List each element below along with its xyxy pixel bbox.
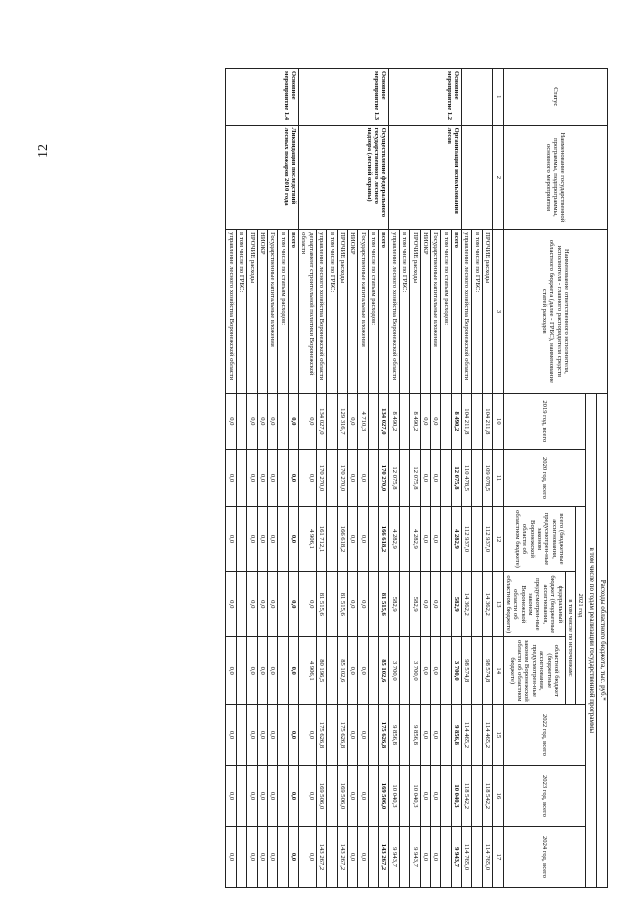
row-label: управление лесного хозяйства Воронежской области bbox=[316, 230, 326, 393]
row-value: 169 506,0 bbox=[337, 765, 347, 826]
row-value bbox=[472, 637, 482, 705]
row-value: 12 075,8 bbox=[410, 450, 420, 507]
row-value: 112 937,0 bbox=[462, 506, 472, 571]
rotated-table-sheet bbox=[88, 68, 608, 888]
row-value: 0,0 bbox=[299, 826, 317, 887]
row-label: управление лесного хозяйства Воронежской области bbox=[462, 230, 472, 393]
row-value: 166 618,2 bbox=[379, 506, 389, 571]
row-value: 0,0 bbox=[247, 572, 257, 637]
row-value: 166 618,2 bbox=[337, 506, 347, 571]
row-value bbox=[441, 765, 451, 826]
row-value: 4 906,1 bbox=[299, 637, 317, 705]
row-label: НИОКР bbox=[420, 230, 430, 393]
row-value bbox=[399, 637, 409, 705]
row-label: всего bbox=[288, 230, 298, 393]
row-label: департамент строительной политики Воронежской области bbox=[299, 230, 317, 393]
row-value: 0,0 bbox=[257, 393, 267, 450]
row-value: 8 490,2 bbox=[389, 393, 399, 450]
row-value: 4 282,9 bbox=[410, 506, 420, 571]
row-value: 0,0 bbox=[430, 393, 440, 450]
row-value bbox=[399, 450, 409, 507]
row-value: 0,0 bbox=[257, 826, 267, 887]
row-value bbox=[368, 704, 378, 765]
row-value: 3 700,0 bbox=[451, 637, 461, 705]
row-value: 104 211,8 bbox=[482, 393, 492, 450]
row-value: 0,0 bbox=[420, 450, 430, 507]
row-value: 0,0 bbox=[288, 637, 298, 705]
row-value: 81 515,6 bbox=[316, 572, 326, 637]
header-budget-caption: Расходы областного бюджета, тыс. руб.* bbox=[597, 393, 608, 887]
row-value: 98 574,8 bbox=[482, 637, 492, 705]
row-value: 8 490,2 bbox=[451, 393, 461, 450]
row-value: 0,0 bbox=[347, 393, 357, 450]
row-value bbox=[399, 393, 409, 450]
row-value: 0,0 bbox=[420, 572, 430, 637]
row-value: 0,0 bbox=[299, 450, 317, 507]
row-value: 112 937,0 bbox=[482, 506, 492, 571]
colnum-2: 2 bbox=[493, 125, 503, 230]
row-value bbox=[236, 637, 246, 705]
colnum-13: 13 bbox=[493, 572, 503, 637]
row-value: 9 856,8 bbox=[389, 704, 399, 765]
row-value: 0,0 bbox=[247, 450, 257, 507]
row-value bbox=[327, 506, 337, 571]
row-value bbox=[441, 393, 451, 450]
row-value: 0,0 bbox=[299, 393, 317, 450]
row-value bbox=[399, 704, 409, 765]
row-value: 0,0 bbox=[257, 572, 267, 637]
header-2021: 2021 год bbox=[575, 506, 585, 704]
row-label: управление лесного хозяйства Воронежской области bbox=[226, 230, 236, 393]
row-value: 0,0 bbox=[257, 704, 267, 765]
row-value: 118 542,2 bbox=[482, 765, 492, 826]
table-row bbox=[379, 69, 389, 888]
row-value bbox=[441, 572, 451, 637]
colnum-15: 15 bbox=[493, 704, 503, 765]
row-value: 9 943,7 bbox=[389, 826, 399, 887]
header-2019: 2019 год, всего bbox=[503, 393, 586, 450]
header-2022: 2022 год, всего bbox=[503, 704, 586, 765]
row-value: 9 856,8 bbox=[410, 704, 420, 765]
row-value bbox=[327, 637, 337, 705]
row-value bbox=[368, 765, 378, 826]
colnum-14: 14 bbox=[493, 637, 503, 705]
row-value: 0,0 bbox=[226, 765, 236, 826]
row-value: 134 027,0 bbox=[379, 393, 389, 450]
row-value: 114 765,0 bbox=[482, 826, 492, 887]
row-value: 0,0 bbox=[347, 704, 357, 765]
colnum-1: 1 bbox=[493, 69, 503, 126]
row-value: 81 515,6 bbox=[379, 572, 389, 637]
row-value: 0,0 bbox=[247, 765, 257, 826]
row-value: 81 515,6 bbox=[337, 572, 347, 637]
row-value bbox=[327, 765, 337, 826]
row-value: 0,0 bbox=[430, 704, 440, 765]
row-label: в том числе по ГРБС: bbox=[327, 230, 337, 393]
header-2021-federal: федеральный бюджет (бюджетные ассигнования, предусмотрен-ные законом Воронежской области об областном бюджете) bbox=[503, 572, 565, 637]
row-value: 0,0 bbox=[257, 765, 267, 826]
row-value: 3 700,0 bbox=[389, 637, 399, 705]
row-value bbox=[278, 393, 288, 450]
row-value: 582,9 bbox=[389, 572, 399, 637]
row-value: 14 362,2 bbox=[482, 572, 492, 637]
row-value: 0,0 bbox=[347, 637, 357, 705]
row-value: 0,0 bbox=[247, 393, 257, 450]
row-status: Основное мероприятие 1.2 bbox=[389, 69, 462, 126]
header-2023: 2023 год, всего bbox=[503, 765, 586, 826]
row-value: 114 765,0 bbox=[462, 826, 472, 887]
colnum-10: 10 bbox=[493, 393, 503, 450]
row-value: 0,0 bbox=[299, 572, 317, 637]
row-value: 0,0 bbox=[226, 506, 236, 571]
row-value bbox=[472, 572, 482, 637]
row-value: 0,0 bbox=[420, 704, 430, 765]
row-value bbox=[441, 506, 451, 571]
row-label: в том числе по статьям расходов: bbox=[441, 230, 451, 393]
row-value: 143 267,2 bbox=[316, 826, 326, 887]
row-value: 9 943,7 bbox=[410, 826, 420, 887]
row-value bbox=[278, 704, 288, 765]
row-value: 8 490,2 bbox=[410, 393, 420, 450]
page-number: 12 bbox=[36, 144, 51, 158]
row-value bbox=[472, 506, 482, 571]
row-value: 0,0 bbox=[420, 826, 430, 887]
row-value bbox=[368, 506, 378, 571]
row-value: 175 626,8 bbox=[337, 704, 347, 765]
row-value: 0,0 bbox=[288, 765, 298, 826]
row-value: 0,0 bbox=[430, 637, 440, 705]
row-value bbox=[236, 506, 246, 571]
row-value: 0,0 bbox=[347, 826, 357, 887]
row-value bbox=[236, 826, 246, 887]
row-value: 0,0 bbox=[358, 637, 368, 705]
row-status bbox=[462, 69, 493, 126]
row-value: 0,0 bbox=[247, 506, 257, 571]
row-value: 0,0 bbox=[347, 765, 357, 826]
colnum-12: 12 bbox=[493, 506, 503, 571]
row-value: 85 102,6 bbox=[379, 637, 389, 705]
row-value: 0,0 bbox=[288, 506, 298, 571]
row-activity-name: Ликвидация последствий лесных пожаров 2010 года bbox=[226, 125, 299, 230]
row-label: в том числе по статьям расходов: bbox=[278, 230, 288, 393]
row-value: 0,0 bbox=[226, 450, 236, 507]
row-value bbox=[368, 826, 378, 887]
row-value: 0,0 bbox=[226, 637, 236, 705]
row-value bbox=[236, 572, 246, 637]
row-label: Государственные капитальные вложения bbox=[358, 230, 368, 393]
row-label: ПРОЧИЕ расходы bbox=[337, 230, 347, 393]
table-row bbox=[482, 69, 492, 888]
table-header bbox=[493, 69, 608, 888]
row-value bbox=[368, 393, 378, 450]
row-value: 114 465,2 bbox=[482, 704, 492, 765]
row-value: 0,0 bbox=[430, 826, 440, 887]
row-value bbox=[327, 393, 337, 450]
row-value: 10 040,3 bbox=[451, 765, 461, 826]
row-value bbox=[441, 450, 451, 507]
row-value: 0,0 bbox=[430, 572, 440, 637]
row-value bbox=[236, 450, 246, 507]
row-value bbox=[236, 765, 246, 826]
row-value: 170 270,0 bbox=[316, 450, 326, 507]
colnum-11: 11 bbox=[493, 450, 503, 507]
row-value bbox=[368, 637, 378, 705]
header-name: Наименование государственной программы, подпрограммы, основного мероприятия bbox=[503, 125, 607, 230]
row-label: в том числе по ГРБС: bbox=[399, 230, 409, 393]
header-status: Статус bbox=[503, 69, 607, 126]
header-executor: Наименование ответственного исполнителя, исполнителя - главного распорядителя средств областного бюджета (далее - ГРБС), наименование статей расходов bbox=[503, 230, 607, 393]
row-value: 0,0 bbox=[247, 826, 257, 887]
colnum-3: 3 bbox=[493, 230, 503, 393]
row-value: 582,9 bbox=[451, 572, 461, 637]
row-value: 98 574,8 bbox=[462, 637, 472, 705]
colnum-17: 17 bbox=[493, 826, 503, 887]
row-label: в том числе по ГРБС: bbox=[472, 230, 482, 393]
row-value: 0,0 bbox=[257, 506, 267, 571]
row-value: 4 282,9 bbox=[451, 506, 461, 571]
row-label: в том числе по ГРБС: bbox=[236, 230, 246, 393]
row-value bbox=[399, 765, 409, 826]
row-value bbox=[399, 506, 409, 571]
row-label: ПРОЧИЕ расходы bbox=[482, 230, 492, 393]
row-value: 0,0 bbox=[226, 572, 236, 637]
header-2024: 2024 год, всего bbox=[503, 826, 586, 887]
row-value bbox=[368, 572, 378, 637]
row-value: 0,0 bbox=[247, 637, 257, 705]
row-value: 0,0 bbox=[226, 393, 236, 450]
row-activity-name: Осуществление федерального государственного лесного надзора (лесной охраны) bbox=[299, 125, 389, 230]
row-label: НИОКР bbox=[347, 230, 357, 393]
row-value: 143 267,2 bbox=[379, 826, 389, 887]
table-row bbox=[451, 69, 461, 888]
row-value: 104 211,8 bbox=[462, 393, 472, 450]
row-value: 0,0 bbox=[299, 765, 317, 826]
row-value bbox=[472, 393, 482, 450]
row-value bbox=[327, 704, 337, 765]
row-value: 175 626,8 bbox=[316, 704, 326, 765]
row-value: 134 027,0 bbox=[316, 393, 326, 450]
row-value: 0,0 bbox=[358, 826, 368, 887]
row-value: 170 270,0 bbox=[337, 450, 347, 507]
row-value: 129 316,7 bbox=[337, 393, 347, 450]
row-value: 0,0 bbox=[257, 637, 267, 705]
row-value bbox=[236, 393, 246, 450]
row-value bbox=[278, 572, 288, 637]
row-value bbox=[278, 765, 288, 826]
header-2021-total: всего (бюджетные ассигнования, предусмотрен-ные законом Воронежской области об областном бюджете) bbox=[503, 506, 575, 571]
row-value: 0,0 bbox=[347, 572, 357, 637]
row-value bbox=[472, 765, 482, 826]
row-value: 0,0 bbox=[420, 637, 430, 705]
row-value: 0,0 bbox=[420, 506, 430, 571]
row-value: 0,0 bbox=[288, 572, 298, 637]
row-value bbox=[368, 450, 378, 507]
row-value: 0,0 bbox=[420, 765, 430, 826]
row-value: 0,0 bbox=[358, 506, 368, 571]
table-body bbox=[226, 69, 493, 888]
row-value: 4 906,1 bbox=[299, 506, 317, 571]
row-value bbox=[472, 704, 482, 765]
row-value bbox=[441, 637, 451, 705]
row-value bbox=[327, 572, 337, 637]
row-value bbox=[278, 506, 288, 571]
row-value bbox=[441, 826, 451, 887]
row-value: 143 267,2 bbox=[337, 826, 347, 887]
row-value: 0,0 bbox=[347, 450, 357, 507]
row-value: 12 075,8 bbox=[451, 450, 461, 507]
budget-table bbox=[225, 68, 608, 888]
row-value: 0,0 bbox=[347, 506, 357, 571]
row-value: 4 282,9 bbox=[389, 506, 399, 571]
row-value: 0,0 bbox=[257, 450, 267, 507]
row-value: 0,0 bbox=[247, 704, 257, 765]
row-label: в том числе по статьям расходов: bbox=[368, 230, 378, 393]
row-value: 0,0 bbox=[358, 704, 368, 765]
row-value bbox=[278, 637, 288, 705]
row-value: 12 075,8 bbox=[389, 450, 399, 507]
row-value: 0,0 bbox=[430, 765, 440, 826]
row-value bbox=[399, 572, 409, 637]
row-value: 3 700,0 bbox=[410, 637, 420, 705]
row-value: 0,0 bbox=[430, 450, 440, 507]
row-value: 0,0 bbox=[299, 704, 317, 765]
row-value: 85 102,6 bbox=[337, 637, 347, 705]
row-value bbox=[278, 826, 288, 887]
table-row bbox=[288, 69, 298, 888]
row-value bbox=[327, 450, 337, 507]
row-value: 0,0 bbox=[420, 393, 430, 450]
colnum-16: 16 bbox=[493, 765, 503, 826]
row-value bbox=[472, 450, 482, 507]
row-label: управление лесного хозяйства Воронежской области bbox=[389, 230, 399, 393]
row-value: 80 196,5 bbox=[316, 637, 326, 705]
row-value: 114 465,2 bbox=[462, 704, 472, 765]
row-value: 0,0 bbox=[288, 826, 298, 887]
row-value bbox=[236, 704, 246, 765]
row-label: Государственные капитальные вложения bbox=[430, 230, 440, 393]
row-value: 9 943,7 bbox=[451, 826, 461, 887]
row-value bbox=[472, 826, 482, 887]
row-value: 161 712,1 bbox=[316, 506, 326, 571]
row-value: 10 040,3 bbox=[410, 765, 420, 826]
row-value: 10 040,3 bbox=[389, 765, 399, 826]
row-label: НИОКР bbox=[257, 230, 267, 393]
row-value: 170 270,0 bbox=[379, 450, 389, 507]
row-value: 14 362,2 bbox=[462, 572, 472, 637]
row-value: 0,0 bbox=[358, 765, 368, 826]
row-value: 169 506,0 bbox=[316, 765, 326, 826]
row-label: ПРОЧИЕ расходы bbox=[247, 230, 257, 393]
row-value: 0,0 bbox=[267, 704, 277, 765]
row-value: 0,0 bbox=[288, 704, 298, 765]
row-value: 109 078,5 bbox=[482, 450, 492, 507]
row-value: 0,0 bbox=[267, 826, 277, 887]
row-value: 175 626,8 bbox=[379, 704, 389, 765]
header-2021-regional: областной бюджет (бюджетные ассигнования, предусмотрен-ные законом Воронежской области об областном бюджете) bbox=[503, 637, 565, 705]
row-value: 0,0 bbox=[267, 637, 277, 705]
row-value bbox=[278, 450, 288, 507]
row-label: всего bbox=[379, 230, 389, 393]
row-value: 4 710,3 bbox=[358, 393, 368, 450]
row-label: всего bbox=[451, 230, 461, 393]
row-value bbox=[399, 826, 409, 887]
row-value: 0,0 bbox=[267, 393, 277, 450]
row-value: 118 542,2 bbox=[462, 765, 472, 826]
row-value: 0,0 bbox=[226, 826, 236, 887]
row-status: Основное мероприятие 1.4 bbox=[226, 69, 299, 126]
row-value: 0,0 bbox=[430, 506, 440, 571]
row-value: 0,0 bbox=[358, 450, 368, 507]
row-activity-name bbox=[462, 125, 493, 230]
row-value: 0,0 bbox=[358, 572, 368, 637]
row-value: 582,9 bbox=[410, 572, 420, 637]
row-value: 9 856,8 bbox=[451, 704, 461, 765]
row-value: 0,0 bbox=[226, 704, 236, 765]
row-value: 0,0 bbox=[288, 393, 298, 450]
row-label: ПРОЧИЕ расходы bbox=[410, 230, 420, 393]
row-value: 0,0 bbox=[288, 450, 298, 507]
row-value: 0,0 bbox=[267, 765, 277, 826]
header-sources: в том числе по источникам: bbox=[565, 572, 575, 705]
row-value: 169 506,0 bbox=[379, 765, 389, 826]
row-value bbox=[327, 826, 337, 887]
row-value: 0,0 bbox=[267, 450, 277, 507]
header-2020: 2020 год, всего bbox=[503, 450, 586, 507]
row-value: 0,0 bbox=[267, 506, 277, 571]
row-activity-name: Организация использования лесов bbox=[389, 125, 462, 230]
row-status: Основное мероприятие 1.3 bbox=[299, 69, 389, 126]
row-value: 0,0 bbox=[267, 572, 277, 637]
header-by-years: в том числе по годам реализации государственной программы bbox=[586, 393, 597, 887]
row-value: 110 478,5 bbox=[462, 450, 472, 507]
row-label: Государственные капитальные вложения bbox=[267, 230, 277, 393]
row-value bbox=[441, 704, 451, 765]
